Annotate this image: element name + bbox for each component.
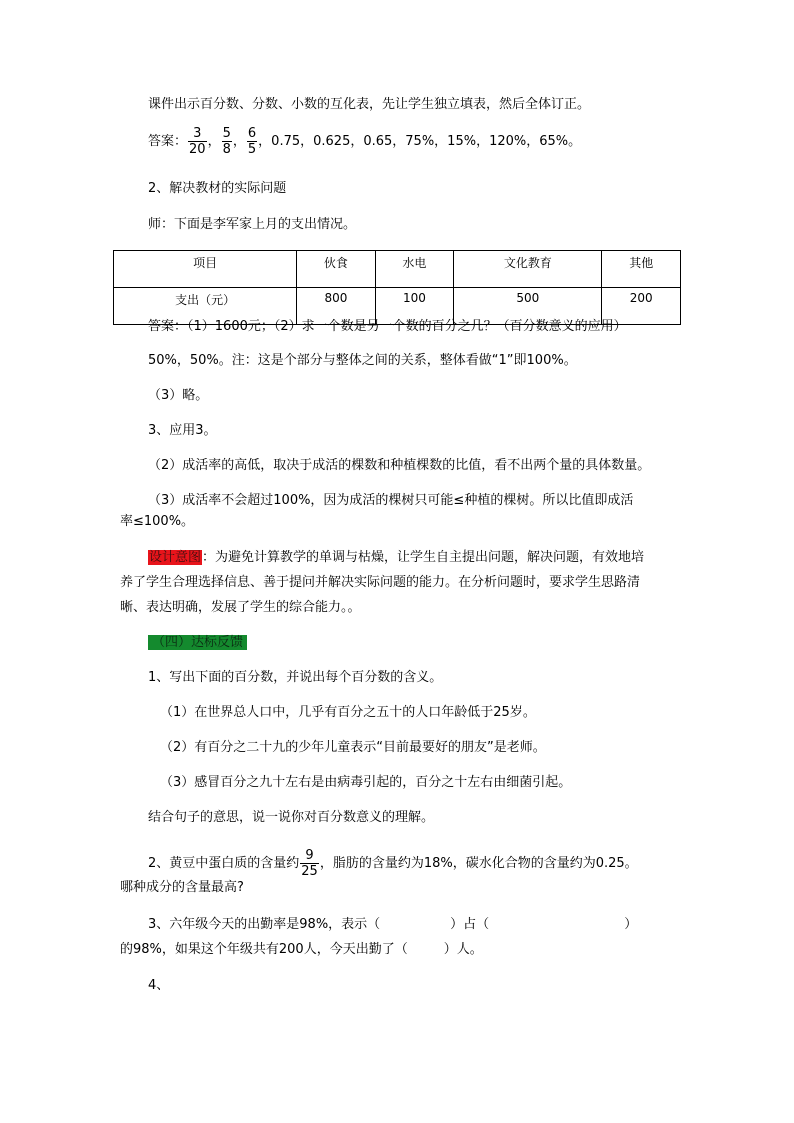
question-1-item-1: （1）在世界总人口中，几乎有百分之五十的人口年龄低于25岁。 — [160, 705, 536, 720]
text-line-survival-3b: 率≤100%。 — [120, 514, 195, 529]
question-4: 4、 — [148, 978, 170, 993]
question-1-item-3: （3）感冒百分之九十左右是由病毒引起的，百分之十左右由细菌引起。 — [160, 775, 572, 790]
fraction-3-20: $\frac{3}{20}$ — [189, 126, 206, 157]
question-2-line-a: 2、黄豆中蛋白质的含量约 $\frac{9}{25}$ ，脂肪的含量约为18%，碳水化合物的含量约为0.25。 — [148, 848, 638, 879]
answer-rest: 0.75，0.625，0.65，75%，15%，120%，65%。 — [271, 134, 582, 149]
question-3-line-a: 3、六年级今天的出勤率是98%，表示（ ）占（ ） — [148, 917, 638, 932]
question-3-line-b: 的98%，如果这个年级共有200人，今天出勤了（ ）人。 — [120, 942, 483, 957]
table-cell: 500 — [454, 288, 602, 325]
expense-table — [113, 250, 681, 325]
design-intent-tag: 设计意图 — [149, 550, 202, 565]
section-four-heading — [148, 634, 247, 652]
text-line-survival-2: （2）成活率的高低，取决于成活的棵数和种植棵数的比值，看不出两个量的具体数量。 — [148, 458, 651, 473]
text-line-intro: 课件出示百分数、分数、小数的互化表，先让学生独立填表，然后全体订正。 — [148, 97, 591, 112]
section-heading-2: 2、解决教材的实际问题 — [148, 181, 287, 196]
design-intent-line-a: 设计意图：为避免计算教学的单调与枯燥，让学生自主提出问题，解决问题，有效地培 — [149, 550, 645, 565]
design-intent-line-b: 养了学生合理选择信息、善于提问并解决实际问题的能力。在分析问题时，要求学生思路清 — [120, 575, 641, 590]
design-intent-line-c: 晰、表达明确，发展了学生的综合能力。。 — [120, 600, 361, 615]
table-cell: 文化教育 — [454, 251, 602, 288]
answer-note-line: 50%，50%。注：这是个部分与整体之间的关系，整体看做“1”即100%。 — [148, 353, 577, 368]
question-1-note: 结合句子的意思，说一说你对百分数意义的理解。 — [148, 810, 435, 825]
question-1-item-2: （2）有百分之二十九的少年儿童表示“目前最要好的朋友”是老师。 — [160, 740, 546, 755]
table-cell: 800 — [297, 288, 376, 325]
table-header-row — [114, 251, 681, 288]
table-cell: 其他 — [602, 251, 681, 288]
table-cell: 100 — [375, 288, 454, 325]
teacher-line: 师：下面是李军家上月的支出情况。 — [148, 217, 357, 232]
table-cell: 水电 — [375, 251, 454, 288]
fraction-5-8: $\frac{5}{8}$ — [222, 126, 231, 157]
answer-omit-line: （3）略。 — [148, 388, 209, 403]
answer-prefix: 答案： — [148, 134, 188, 149]
question-1: 1、写出下面的百分数，并说出每个百分数的含义。 — [148, 670, 443, 685]
fraction-9-25: $\frac{9}{25}$ — [301, 848, 318, 879]
table-cell: 伙食 — [297, 251, 376, 288]
section-four-tag: （四）达标反馈 — [148, 635, 247, 650]
table-cell: 支出（元） — [114, 288, 297, 325]
answer-line-fractions: 答案： $\frac{3}{20}$ ， $\frac{5}{8}$ ， $\frac{6}{5}$ ，0.75，0.625，0.65，75%，15%，120%，65%。 — [148, 126, 582, 157]
text-line-survival-3a: （3）成活率不会超过100%，因为成活的棵树只可能≤种植的棵树。所以比值即成活 — [148, 493, 634, 508]
section-heading-3: 3、应用3。 — [148, 423, 217, 438]
table-cell: 项目 — [114, 251, 297, 288]
answer-line-2: 答案：（1）1600元；（2）求一个数是另一个数的百分之几？（百分数意义的应用） — [148, 319, 627, 334]
table-cell: 200 — [602, 288, 681, 325]
fraction-6-5: $\frac{6}{5}$ — [247, 126, 257, 157]
question-2-line-b: 哪种成分的含量最高? — [120, 880, 244, 895]
